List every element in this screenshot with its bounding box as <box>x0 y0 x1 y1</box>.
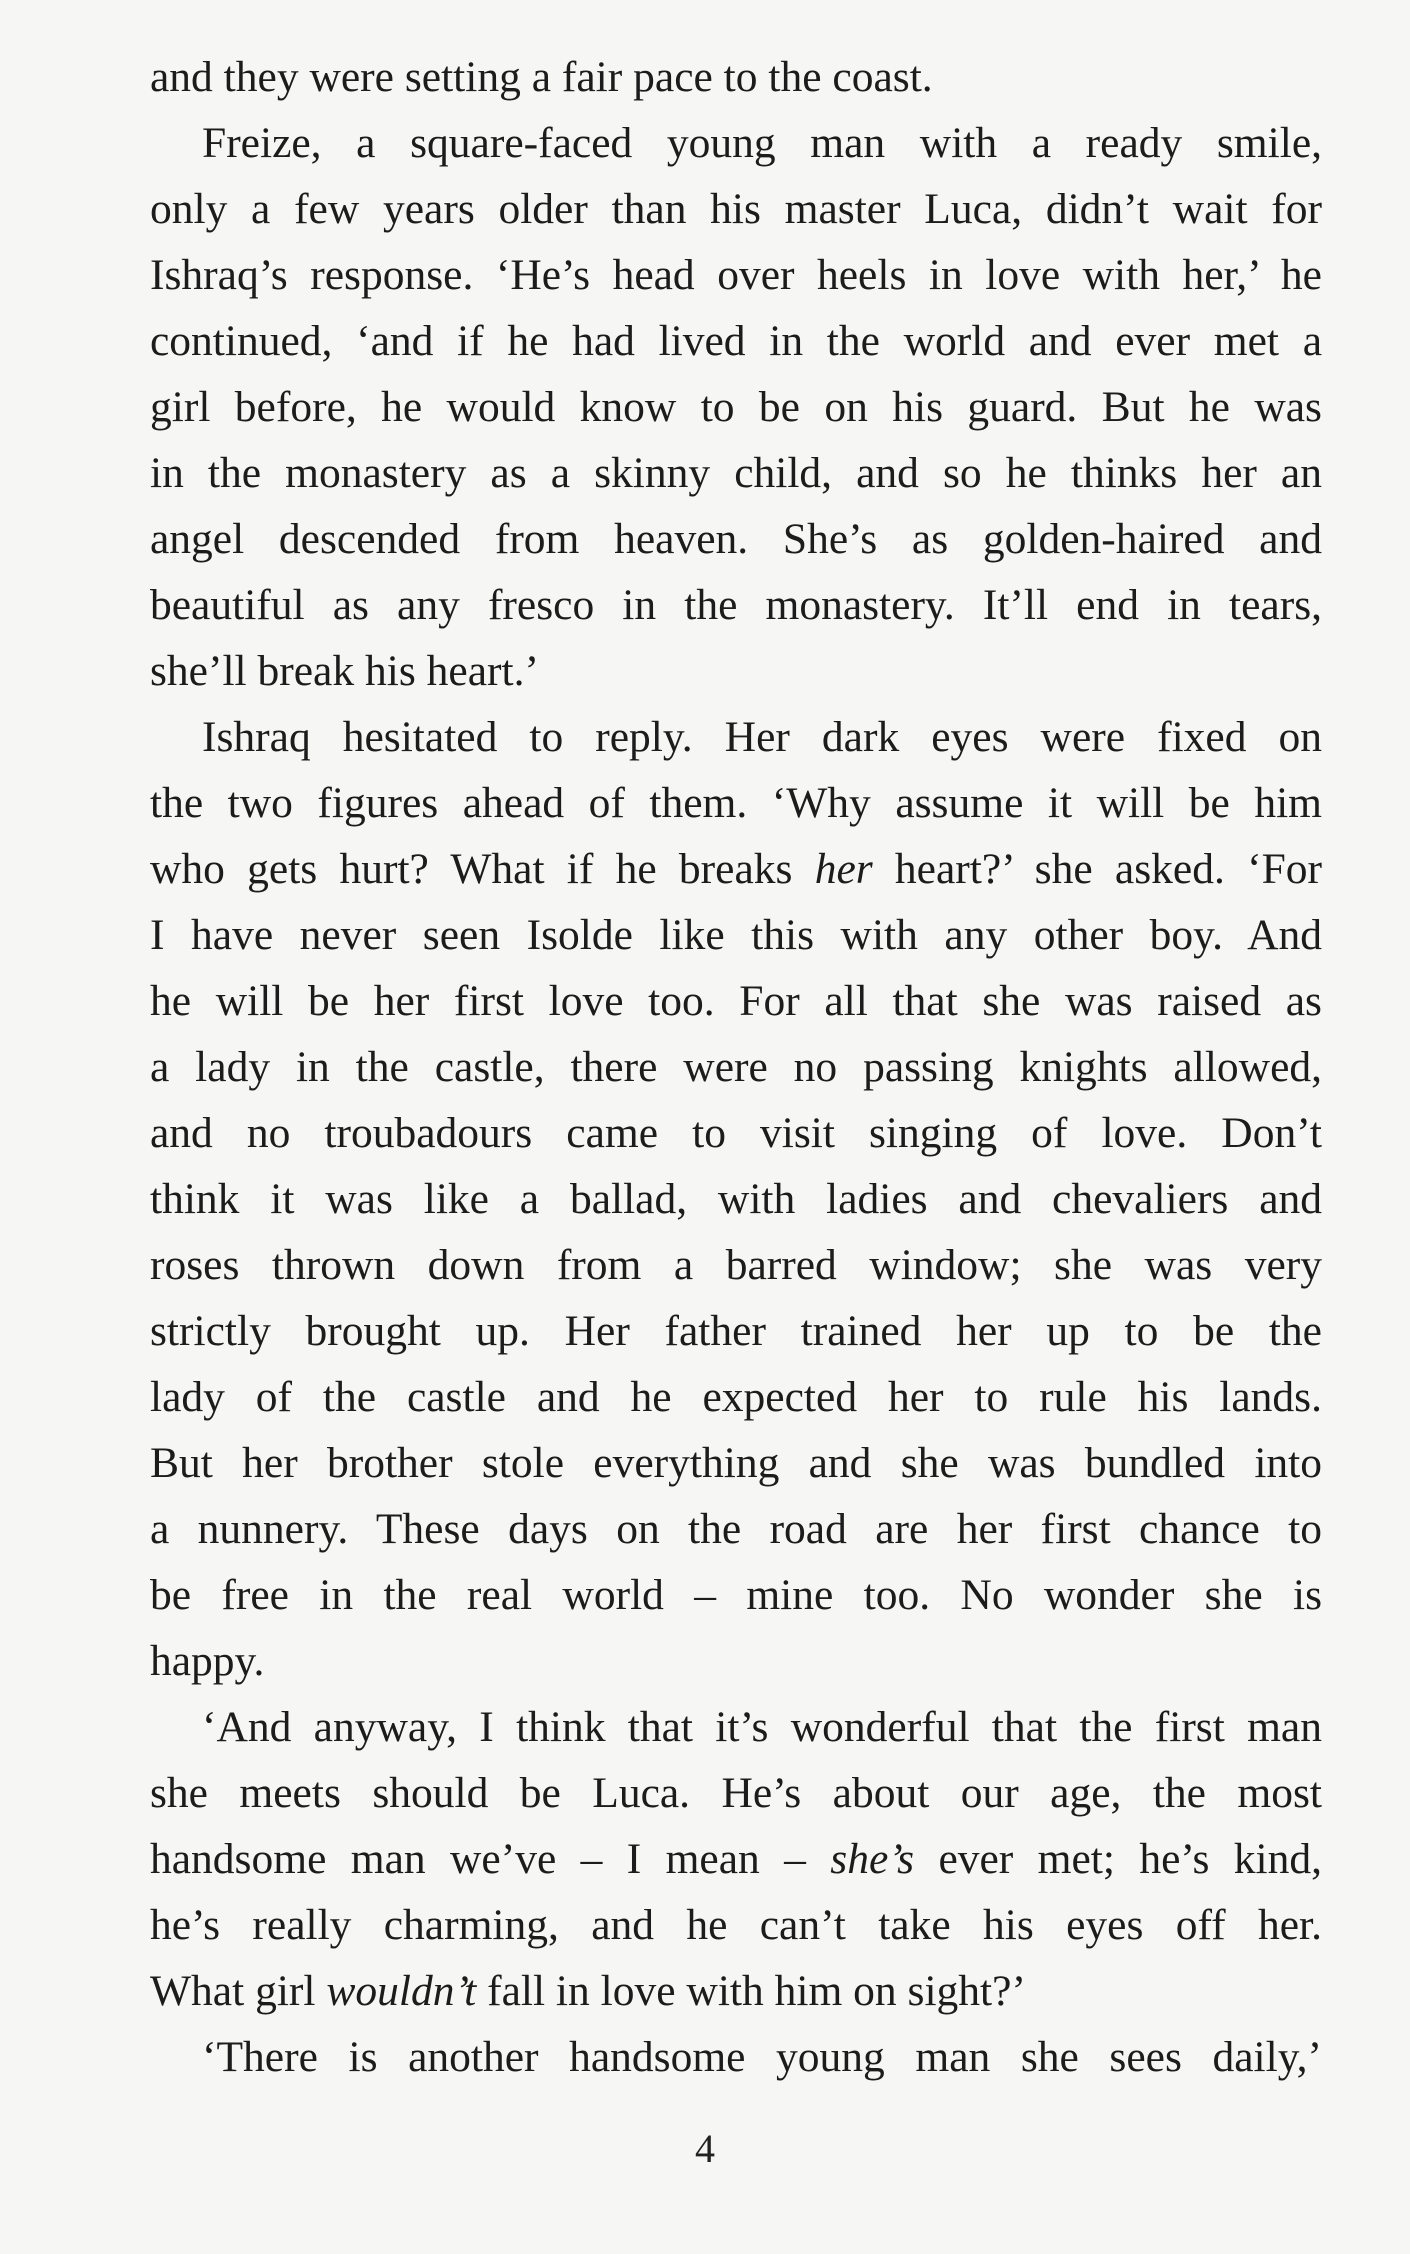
emphasis-text: she’s <box>830 1835 915 1883</box>
text-line: angel descended from heaven. She’s as golden-haired and <box>150 515 1322 563</box>
text-line: a nunnery. These days on the road are her first chance to <box>150 1505 1322 1553</box>
page-number: 4 <box>695 2126 715 2171</box>
text-line: and they were setting a fair pace to the coast. <box>150 53 933 101</box>
text-segment: handsome man we’ve – I mean – <box>150 1835 831 1883</box>
text-line <box>150 1958 1322 2024</box>
text-line: roses thrown down from a barred window; she was very <box>150 1241 1322 1289</box>
text-line: But her brother stole everything and she was bundled into <box>150 1439 1322 1487</box>
text-line: ‘And anyway, I think that it’s wonderful that the first man <box>202 1703 1322 1751</box>
text-segment: heart?’ she asked. ‘For <box>872 845 1323 893</box>
text-line: he’s really charming, and he can’t take his eyes off her. <box>150 1901 1322 1949</box>
text-line: only a few years older than his master Luca, didn’t wait for <box>150 185 1322 233</box>
text-line <box>150 1826 1322 1892</box>
text-line <box>150 836 1322 902</box>
text-line: ‘There is another handsome young man she sees daily,’ <box>202 2033 1322 2081</box>
text-line: a lady in the castle, there were no passing knights allowed, <box>150 1043 1322 1091</box>
text-line: I have never seen Isolde like this with any other boy. And <box>150 911 1322 959</box>
text-line: think it was like a ballad, with ladies and chevaliers and <box>150 1175 1322 1223</box>
text-line: continued, ‘and if he had lived in the world and ever met a <box>150 317 1322 365</box>
text-line: she’ll break his heart.’ <box>150 647 539 695</box>
emphasis-text: wouldn’t <box>326 1967 477 2015</box>
text-line: girl before, he would know to be on his guard. But he was <box>150 383 1322 431</box>
text-line: happy. <box>150 1637 265 1685</box>
emphasis-text: her <box>814 845 873 893</box>
text-line: Freize, a square-faced young man with a ready smile, <box>202 119 1322 167</box>
text-line: be free in the real world – mine too. No wonder she is <box>150 1571 1322 1619</box>
text-segment: ever met; he’s kind, <box>914 1835 1322 1883</box>
text-segment: fall in love with him on sight?’ <box>476 1967 1026 2015</box>
text-line: he will be her first love too. For all that she was raised as <box>150 977 1322 1025</box>
text-line: Ishraq’s response. ‘He’s head over heels in love with her,’ he <box>150 251 1322 299</box>
text-line: she meets should be Luca. He’s about our age, the most <box>150 1769 1322 1817</box>
text-line: in the monastery as a skinny child, and so he thinks her an <box>150 449 1322 497</box>
text-line: strictly brought up. Her father trained her up to be the <box>150 1307 1322 1355</box>
text-line: beautiful as any fresco in the monastery. It’ll end in tears, <box>150 581 1322 629</box>
text-line: the two figures ahead of them. ‘Why assume it will be him <box>150 779 1322 827</box>
text-line: Ishraq hesitated to reply. Her dark eyes were fixed on <box>202 713 1322 761</box>
text-segment: who gets hurt? What if he breaks <box>150 845 815 893</box>
text-line: and no troubadours came to visit singing of love. Don’t <box>150 1109 1322 1157</box>
text-line: lady of the castle and he expected her to rule his lands. <box>150 1373 1322 1421</box>
text-segment: What girl <box>150 1967 327 2015</box>
